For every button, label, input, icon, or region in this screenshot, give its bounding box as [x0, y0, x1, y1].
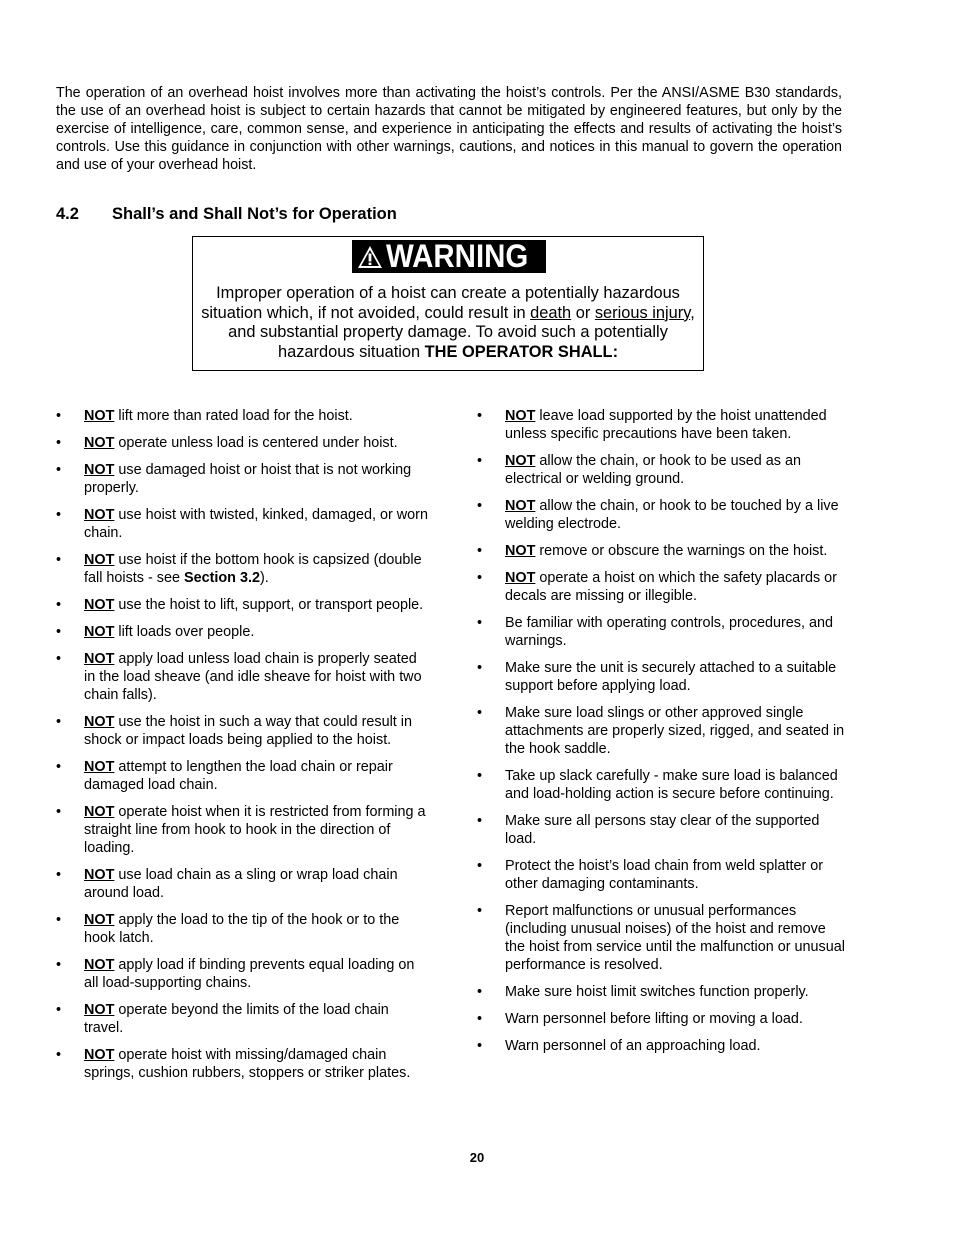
list-item [477, 857, 845, 893]
list-item-text: lift loads over people. [114, 624, 255, 640]
page-number: 20 [469, 1150, 485, 1165]
list-item-text: leave load supported by the hoist unattended unless specific precautions have been taken. [505, 408, 827, 442]
not-keyword: NOT [84, 408, 115, 424]
list-item-text: apply the load to the tip of the hook or to the hook latch. [84, 912, 400, 946]
list-item [56, 866, 428, 902]
warning-death: death [530, 303, 572, 322]
not-keyword: NOT [84, 552, 115, 568]
bullet: • [477, 498, 483, 514]
list-item-text: allow the chain, or hook to be used as an electrical or welding ground. [505, 453, 801, 487]
list-item [477, 452, 845, 488]
list-item-text: operate a hoist on which the safety placards or decals are missing or illegible. [505, 570, 837, 604]
intro-paragraph: The operation of an overhead hoist involves more than activating the hoist’s controls. Per the ANSI/ASME B30 standards, the use of an overhead hoist is subject to certain hazards that cannot be mitigated by engineered features, but only by the exercise of intelligence, care, common sense, and experience in anticipating the effects and results of activating the hoist’s controls. Use this guidance in conjunction with other warnings, cautions, and notices in this manual to govern the operation and use of your overhead hoist. [56, 85, 842, 173]
list-item [56, 407, 428, 425]
left-rules-list [56, 407, 428, 1091]
list-item-text: operate unless load is centered under hoist. [114, 435, 398, 451]
bullet: • [477, 570, 483, 586]
list-item-text: Be familiar with operating controls, procedures, and warnings. [505, 615, 833, 649]
list-item [56, 461, 428, 497]
list-item [56, 623, 428, 641]
bullet: • [56, 759, 62, 775]
list-item-text: apply load if binding prevents equal loading on all load-supporting chains. [84, 957, 415, 991]
list-item [56, 911, 428, 947]
list-item-text: use hoist if the bottom hook is capsized (double fall hoists - see [84, 552, 422, 586]
section-title: Shall’s and Shall Not’s for Operation [112, 205, 397, 223]
bullet: • [477, 543, 483, 559]
list-item-text: Make sure load slings or other approved single attachments are properly sized, rigged, and seated in the hook saddle. [505, 705, 845, 757]
bullet: • [56, 651, 62, 667]
not-keyword: NOT [505, 570, 536, 586]
not-keyword: NOT [84, 804, 115, 820]
warning-text-part: Improper operation of a hoist can create a potentially hazardous situation which, if not avoided, could result in [201, 284, 680, 322]
warning-text [199, 284, 697, 362]
bullet: • [477, 768, 483, 784]
warning-text-part: or [571, 303, 595, 322]
not-keyword: NOT [84, 597, 115, 613]
warning-text-part: , and substantial property damage. To avoid such a potentially hazardous situation [228, 303, 695, 361]
list-item [56, 596, 428, 614]
bullet: • [56, 597, 62, 613]
list-item-text: allow the chain, or hook to be touched by a live welding electrode. [505, 498, 839, 532]
bullet: • [56, 867, 62, 883]
bullet: • [56, 804, 62, 820]
list-item [477, 569, 845, 605]
list-item-text: Make sure all persons stay clear of the supported load. [505, 813, 820, 847]
list-item [477, 767, 845, 803]
list-item-text: use the hoist to lift, support, or transport people. [114, 597, 424, 613]
list-item [56, 758, 428, 794]
bullet: • [477, 903, 483, 919]
list-item [477, 983, 845, 1001]
list-item [477, 659, 845, 695]
bullet: • [56, 552, 62, 568]
list-item-text: remove or obscure the warnings on the hoist. [535, 543, 828, 559]
list-item [477, 1037, 845, 1055]
list-item-text: attempt to lengthen the load chain or repair damaged load chain. [84, 759, 393, 793]
section-heading [56, 205, 397, 224]
bullet: • [56, 435, 62, 451]
warning-box [192, 236, 704, 371]
list-item-text: Make sure hoist limit switches function properly. [505, 984, 809, 1000]
warning-triangle-icon [357, 245, 383, 269]
bullet: • [477, 453, 483, 469]
bullet: • [56, 912, 62, 928]
not-keyword: NOT [84, 624, 115, 640]
list-item-text: Make sure the unit is securely attached to a suitable support before applying load. [505, 660, 837, 694]
list-item [56, 551, 428, 587]
list-item [56, 506, 428, 542]
list-item-text: use hoist with twisted, kinked, damaged, or worn chain. [84, 507, 428, 541]
list-item [477, 497, 845, 533]
not-keyword: NOT [505, 543, 536, 559]
not-keyword: NOT [505, 408, 536, 424]
right-rules-list [477, 407, 845, 1064]
list-item [56, 713, 428, 749]
not-keyword: NOT [84, 462, 115, 478]
list-item-text: operate beyond the limits of the load chain travel. [84, 1002, 389, 1036]
list-item-text: Protect the hoist’s load chain from weld splatter or other damaging contaminants. [505, 858, 824, 892]
list-item-text: Report malfunctions or unusual performances (including unusual noises) of the hoist and remove the hoist from service until the malfunction or unusual performance is resolved. [505, 903, 845, 973]
list-item-text: Warn personnel before lifting or moving a load. [505, 1011, 803, 1027]
bullet: • [56, 957, 62, 973]
not-keyword: NOT [505, 453, 536, 469]
bullet: • [477, 408, 483, 424]
not-keyword: NOT [84, 1047, 115, 1063]
list-item [56, 1001, 428, 1037]
bullet: • [477, 615, 483, 631]
not-keyword: NOT [84, 507, 115, 523]
not-keyword: NOT [84, 867, 115, 883]
bullet: • [56, 624, 62, 640]
not-keyword: NOT [84, 957, 115, 973]
bullet: • [477, 858, 483, 874]
section-reference: Section 3.2 [183, 570, 260, 586]
list-item [477, 704, 845, 758]
not-keyword: NOT [84, 1002, 115, 1018]
list-item [477, 812, 845, 848]
bullet: • [56, 1002, 62, 1018]
list-item-text: Warn personnel of an approaching load. [505, 1038, 761, 1054]
not-keyword: NOT [84, 912, 115, 928]
list-item [56, 1046, 428, 1082]
bullet: • [56, 714, 62, 730]
list-item [56, 803, 428, 857]
warning-label: WARNING [386, 238, 529, 274]
bullet: • [56, 507, 62, 523]
list-item-text: Take up slack carefully - make sure load is balanced and load-holding action is secure before continuing. [505, 768, 838, 802]
bullet: • [56, 1047, 62, 1063]
list-item [56, 650, 428, 704]
list-item [477, 542, 845, 560]
bullet: • [477, 660, 483, 676]
bullet: • [477, 1038, 483, 1054]
list-item-text-tail: ). [259, 570, 269, 586]
not-keyword: NOT [505, 498, 536, 514]
list-item [56, 434, 428, 452]
list-item [56, 956, 428, 992]
warning-serious-injury: serious injury [594, 303, 691, 322]
list-item-text: use load chain as a sling or wrap load chain around load. [84, 867, 398, 901]
bullet: • [477, 813, 483, 829]
list-item [477, 614, 845, 650]
section-number: 4.2 [56, 205, 79, 223]
warning-operator-shall: THE OPERATOR SHALL: [424, 342, 619, 361]
list-item-text: apply load unless load chain is properly seated in the load sheave (and idle sheave for hoist with two chain falls). [84, 651, 422, 703]
not-keyword: NOT [84, 759, 115, 775]
bullet: • [56, 462, 62, 478]
not-keyword: NOT [84, 714, 115, 730]
list-item-text: operate hoist when it is restricted from forming a straight line from hook to hook in the direction of loading. [84, 804, 426, 856]
bullet: • [477, 1011, 483, 1027]
warning-banner [352, 240, 546, 273]
list-item-text: lift more than rated load for the hoist. [114, 408, 353, 424]
list-item [477, 1010, 845, 1028]
list-item-text: operate hoist with missing/damaged chain springs, cushion rubbers, stoppers or striker plates. [84, 1047, 411, 1081]
not-keyword: NOT [84, 651, 115, 667]
bullet: • [56, 408, 62, 424]
bullet: • [477, 984, 483, 1000]
bullet: • [477, 705, 483, 721]
list-item-text: use the hoist in such a way that could result in shock or impact loads being applied to the hoist. [84, 714, 412, 748]
list-item-text: use damaged hoist or hoist that is not working properly. [84, 462, 412, 496]
not-keyword: NOT [84, 435, 115, 451]
list-item [477, 407, 845, 443]
list-item [477, 902, 845, 974]
